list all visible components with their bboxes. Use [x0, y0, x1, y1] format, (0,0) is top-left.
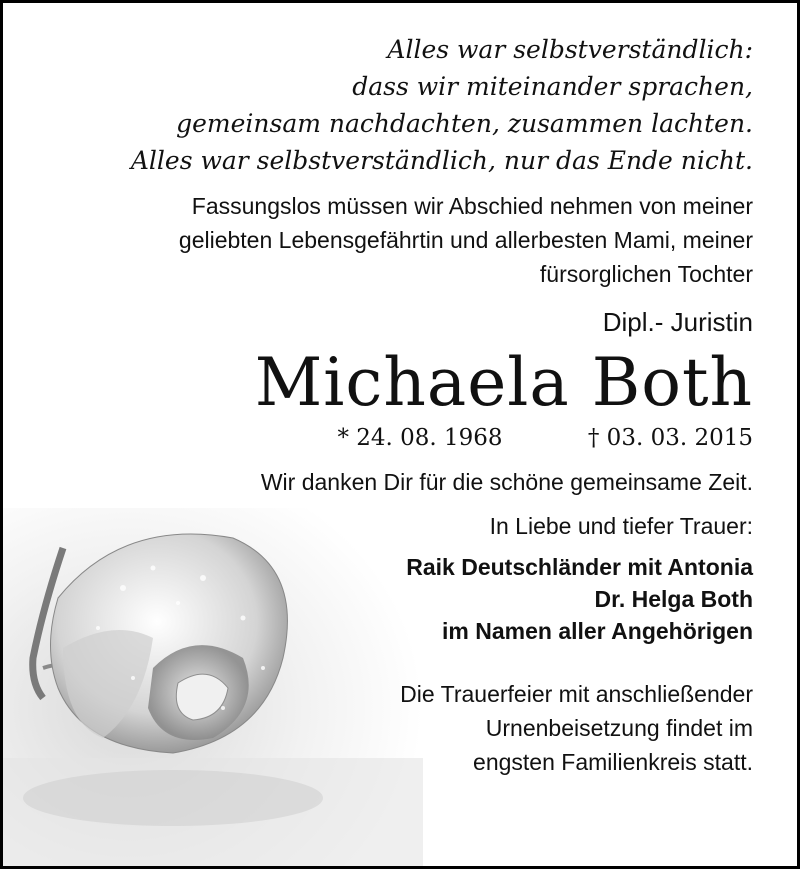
obituary-text: [53, 31, 753, 779]
mourner-line: Dr. Helga Both: [594, 586, 753, 612]
funeral-line: Die Trauerfeier mit anschließender: [400, 681, 753, 707]
poem-line: Alles war selbstverständlich, nur das Ende nicht.: [130, 146, 753, 175]
poem-line: Alles war selbstverständlich:: [387, 35, 753, 64]
poem: [53, 31, 753, 179]
mourner-line: Raik Deutschländer mit Antonia: [406, 554, 753, 580]
death-date: † 03. 03. 2015: [587, 425, 753, 451]
funeral-line: Urnenbeisetzung findet im: [485, 715, 753, 741]
mourner-line: im Namen aller Angehörigen: [442, 618, 753, 644]
intro-text: [53, 189, 753, 291]
thanks-text: Wir danken Dir für die schöne gemeinsame Zeit.: [260, 469, 753, 495]
poem-line: gemeinsam nachdachten, zusammen lachten.: [176, 109, 753, 138]
academic-title: Dipl.- Juristin: [602, 307, 753, 337]
signoff-text: In Liebe und tiefer Trauer:: [489, 513, 753, 539]
intro-line: geliebten Lebensgefährtin und allerbesten Mami, meiner: [178, 227, 753, 253]
intro-line: fürsorglichen Tochter: [539, 261, 753, 287]
life-dates: [53, 423, 753, 453]
intro-line: Fassungslos müssen wir Abschied nehmen von meiner: [191, 193, 753, 219]
funeral-notice: [53, 677, 753, 779]
birth-date: * 24. 08. 1968: [337, 425, 503, 451]
deceased-name: Michaela Both: [254, 344, 753, 421]
funeral-line: engsten Familienkreis statt.: [473, 749, 753, 775]
mourners-list: [53, 551, 753, 647]
poem-line: dass wir miteinander sprachen,: [352, 72, 753, 101]
